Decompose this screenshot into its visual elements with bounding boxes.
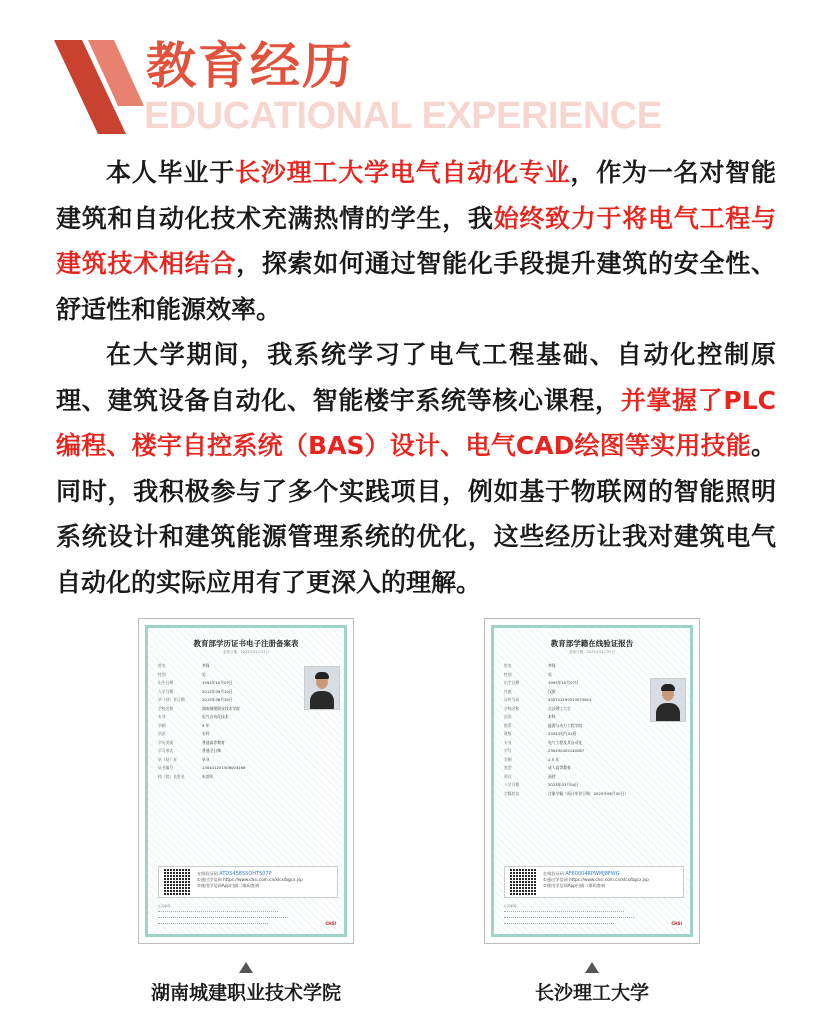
verification-instruction-1: ①通过学信网 https://www.chsi.com.cn/xlcx/bgcx.jsp <box>197 877 303 882</box>
field-value: 普通全日制 <box>202 748 221 753</box>
field-value: 男 <box>548 671 552 677</box>
certificate-field-row <box>504 705 654 714</box>
field-label: 出生日期 <box>504 680 520 685</box>
field-label: 毕（结）业 <box>158 756 177 762</box>
certificate-notes: 注意事项： <box>504 904 664 927</box>
field-value: 能源与动力工程学院 <box>548 722 583 728</box>
field-label: 院系 <box>504 722 512 728</box>
certificate-field-row <box>158 764 308 773</box>
section-title-english: EDUCATIONAL EXPERIENCE <box>144 95 662 137</box>
field-label: 专业 <box>158 714 166 719</box>
field-value: 毕业 <box>202 756 210 762</box>
field-label: 毕（结）业日期 <box>158 697 185 702</box>
field-value: 2023年03月04日 <box>548 782 579 787</box>
field-label: 学历类别 <box>158 739 174 745</box>
field-value: 电气工程及其自动化 <box>548 739 583 745</box>
field-label: 学号 <box>504 748 512 753</box>
field-label: 校（院）长姓名 <box>158 773 185 779</box>
field-label: 性别 <box>158 671 166 677</box>
field-label: 形式 <box>504 773 512 779</box>
field-value: 普通高等教育 <box>202 739 225 745</box>
certificate-field-row <box>504 696 654 705</box>
field-value: 1993年10月07日 <box>548 680 579 685</box>
field-label: 学习形式 <box>158 748 174 753</box>
field-value: 注册学籍（预计毕业日期：2025年06月30日） <box>548 790 629 796</box>
field-value: 湖南城建职业技术学院 <box>202 705 240 711</box>
field-label: 学校名称 <box>158 705 174 711</box>
paragraph-1 <box>56 150 776 332</box>
certificate-field-row <box>158 739 308 748</box>
section-header <box>0 0 832 150</box>
certificate-caption-1: 湖南城建职业技术学院 <box>150 982 341 1004</box>
certificate-field-row <box>504 730 654 739</box>
verification-instruction-1: ①通过学信网 https://www.chsi.com.cn/xlcx/bgcx.jsp <box>543 877 649 882</box>
field-label: 班级 <box>504 731 512 736</box>
field-value: 李锋 <box>548 663 556 668</box>
online-verification-box <box>504 866 684 898</box>
caption-arrow-up-icon <box>585 962 599 973</box>
certificate-field-row <box>504 713 654 722</box>
certificate-field-row <box>158 730 308 739</box>
body-text-run: 在大学期间，我系统学习了电气工程基础、自动化控制原理、建筑设备自动化、智能楼宇系统等核心课程， <box>56 340 776 415</box>
field-label: 专业 <box>504 739 512 745</box>
field-value: 23043电气01班 <box>548 731 577 736</box>
field-label: 证书编号 <box>158 765 174 770</box>
certificate-field-row <box>158 696 308 705</box>
certificate-field-row <box>158 756 308 765</box>
student-status-verification-report <box>484 618 700 944</box>
certificate-field-row <box>504 679 654 688</box>
certificate-field-row <box>158 773 308 782</box>
certificate-field-row <box>504 756 654 765</box>
certificate-title: 教育部学历证书电子注册备案表 <box>193 639 299 648</box>
body-text-run: ，作为一名对智能建筑和自动化技术充满热情的学生，我 <box>56 158 776 233</box>
field-label: 出生日期 <box>158 680 174 685</box>
certificate-field-row <box>504 662 654 671</box>
field-label: 姓名 <box>504 663 512 668</box>
certificate-field-row <box>504 790 654 799</box>
field-value: 函授 <box>548 773 556 779</box>
certificate-frame <box>491 625 693 937</box>
body-text-run: 本人毕业于 <box>106 158 235 187</box>
field-value: 2015年06月30日 <box>202 697 233 702</box>
certificate-field-row <box>504 671 654 680</box>
field-value: 230430405140087 <box>548 748 585 753</box>
verification-label: 在线验证码 <box>197 871 218 876</box>
certificate-field-row <box>158 679 308 688</box>
certificate-frame <box>145 625 347 937</box>
field-value: 2.5 年 <box>548 756 560 762</box>
certificate-notes: 注意事项： <box>158 904 318 927</box>
certificate-fields <box>158 662 308 781</box>
field-label: 姓名 <box>158 663 166 668</box>
field-value: 本科 <box>548 714 556 719</box>
diploma-registration-certificate <box>138 618 354 944</box>
field-value: 3 年 <box>202 722 210 728</box>
certificate-field-row <box>158 662 308 671</box>
online-verification-box <box>158 866 338 898</box>
certificate-update-date: 更新日期：2025年01月27日 <box>569 650 615 654</box>
verification-label: 在线验证码 <box>543 871 564 876</box>
body-text-run: 。同时，我积极参与了多个实践项目，例如基于物联网的智能照明系统设计和建筑能源管理系统的优化，这些经历让我对建筑电气自动化的实际应用有了更深入的理解。 <box>56 431 776 597</box>
certificate-caption-2: 长沙理工大学 <box>534 982 649 1004</box>
verification-instruction-2: ②使用学信网App扫描二维码查询 <box>543 883 606 888</box>
certificate-field-row <box>504 722 654 731</box>
certificate-update-date: 更新日期：2025年01月27日 <box>223 650 269 654</box>
field-label: 学制 <box>504 756 512 762</box>
field-value: 专科 <box>202 731 210 736</box>
field-value: 长沙理工大学 <box>548 705 571 711</box>
field-label: 层次 <box>158 731 166 736</box>
field-label: 证件号码 <box>504 697 520 702</box>
certificate-field-row <box>158 722 308 731</box>
field-value: 1993年10月07日 <box>202 680 233 685</box>
certificate-field-row <box>504 747 654 756</box>
field-label: 学校名称 <box>504 705 520 711</box>
certificate-field-row <box>158 713 308 722</box>
field-value: 成人高等教育 <box>548 765 571 770</box>
student-photo <box>304 666 340 710</box>
certificate-field-row <box>158 747 308 756</box>
certificate-field-row <box>158 671 308 680</box>
student-photo <box>650 678 686 722</box>
verification-instruction-2: ②使用学信网App扫描二维码查询 <box>197 883 260 888</box>
field-value: 朱润军 <box>202 773 214 779</box>
field-value: 2012年09月10日 <box>202 688 233 694</box>
qr-code-icon[interactable] <box>510 869 536 895</box>
field-label: 类型 <box>504 765 512 770</box>
field-label: 民族 <box>504 688 512 694</box>
field-label: 学籍状态 <box>504 790 520 796</box>
field-label: 学制 <box>158 722 166 728</box>
field-value: 汉族 <box>548 688 556 694</box>
chsi-logo: CHSI <box>671 921 682 926</box>
field-value: 电气自动化技术 <box>202 714 229 719</box>
paragraph-2 <box>56 332 776 605</box>
highlighted-text: 长沙理工大学电气自动化专业 <box>235 158 571 187</box>
certificate-title: 教育部学籍在线验证报告 <box>550 639 634 648</box>
field-label: 层次 <box>504 714 512 719</box>
certificate-field-row <box>504 764 654 773</box>
body-text-run: ，探索如何通过智能化手段提升建筑的安全性、舒适性和能源效率。 <box>56 249 776 324</box>
field-value: 430721199310075614 <box>548 697 592 702</box>
field-label: 入学日期 <box>158 688 174 694</box>
highlighted-text: 并掌握了PLC编程、楼宇自控系统（BAS）设计、电气CAD绘图等实用技能 <box>56 385 776 460</box>
verification-code: AF60004RPWMJ8FWG <box>565 871 620 877</box>
diagonal-stripes-decoration <box>0 0 150 150</box>
certificate-fields <box>504 662 654 798</box>
highlighted-text: 始终致力于将电气工程与建筑技术相结合 <box>56 203 776 278</box>
caption-arrow-up-icon <box>239 962 253 973</box>
education-description <box>56 150 776 605</box>
field-label: 性别 <box>504 671 512 677</box>
chsi-logo: CHSI <box>325 921 336 926</box>
field-value: 130441201506004166 <box>202 765 246 770</box>
field-value: 李锋 <box>202 663 210 668</box>
certificate-field-row <box>158 705 308 714</box>
section-title: 教育经历 <box>146 37 354 95</box>
certificate-field-row <box>504 773 654 782</box>
certificate-field-row <box>504 688 654 697</box>
certificate-field-row <box>158 688 308 697</box>
field-label: 入学日期 <box>504 782 520 787</box>
certificate-field-row <box>504 781 654 790</box>
verification-code: ATD545855QHT507P <box>219 871 272 877</box>
qr-code-icon[interactable] <box>164 869 190 895</box>
field-value: 男 <box>202 671 206 677</box>
certificate-field-row <box>504 739 654 748</box>
